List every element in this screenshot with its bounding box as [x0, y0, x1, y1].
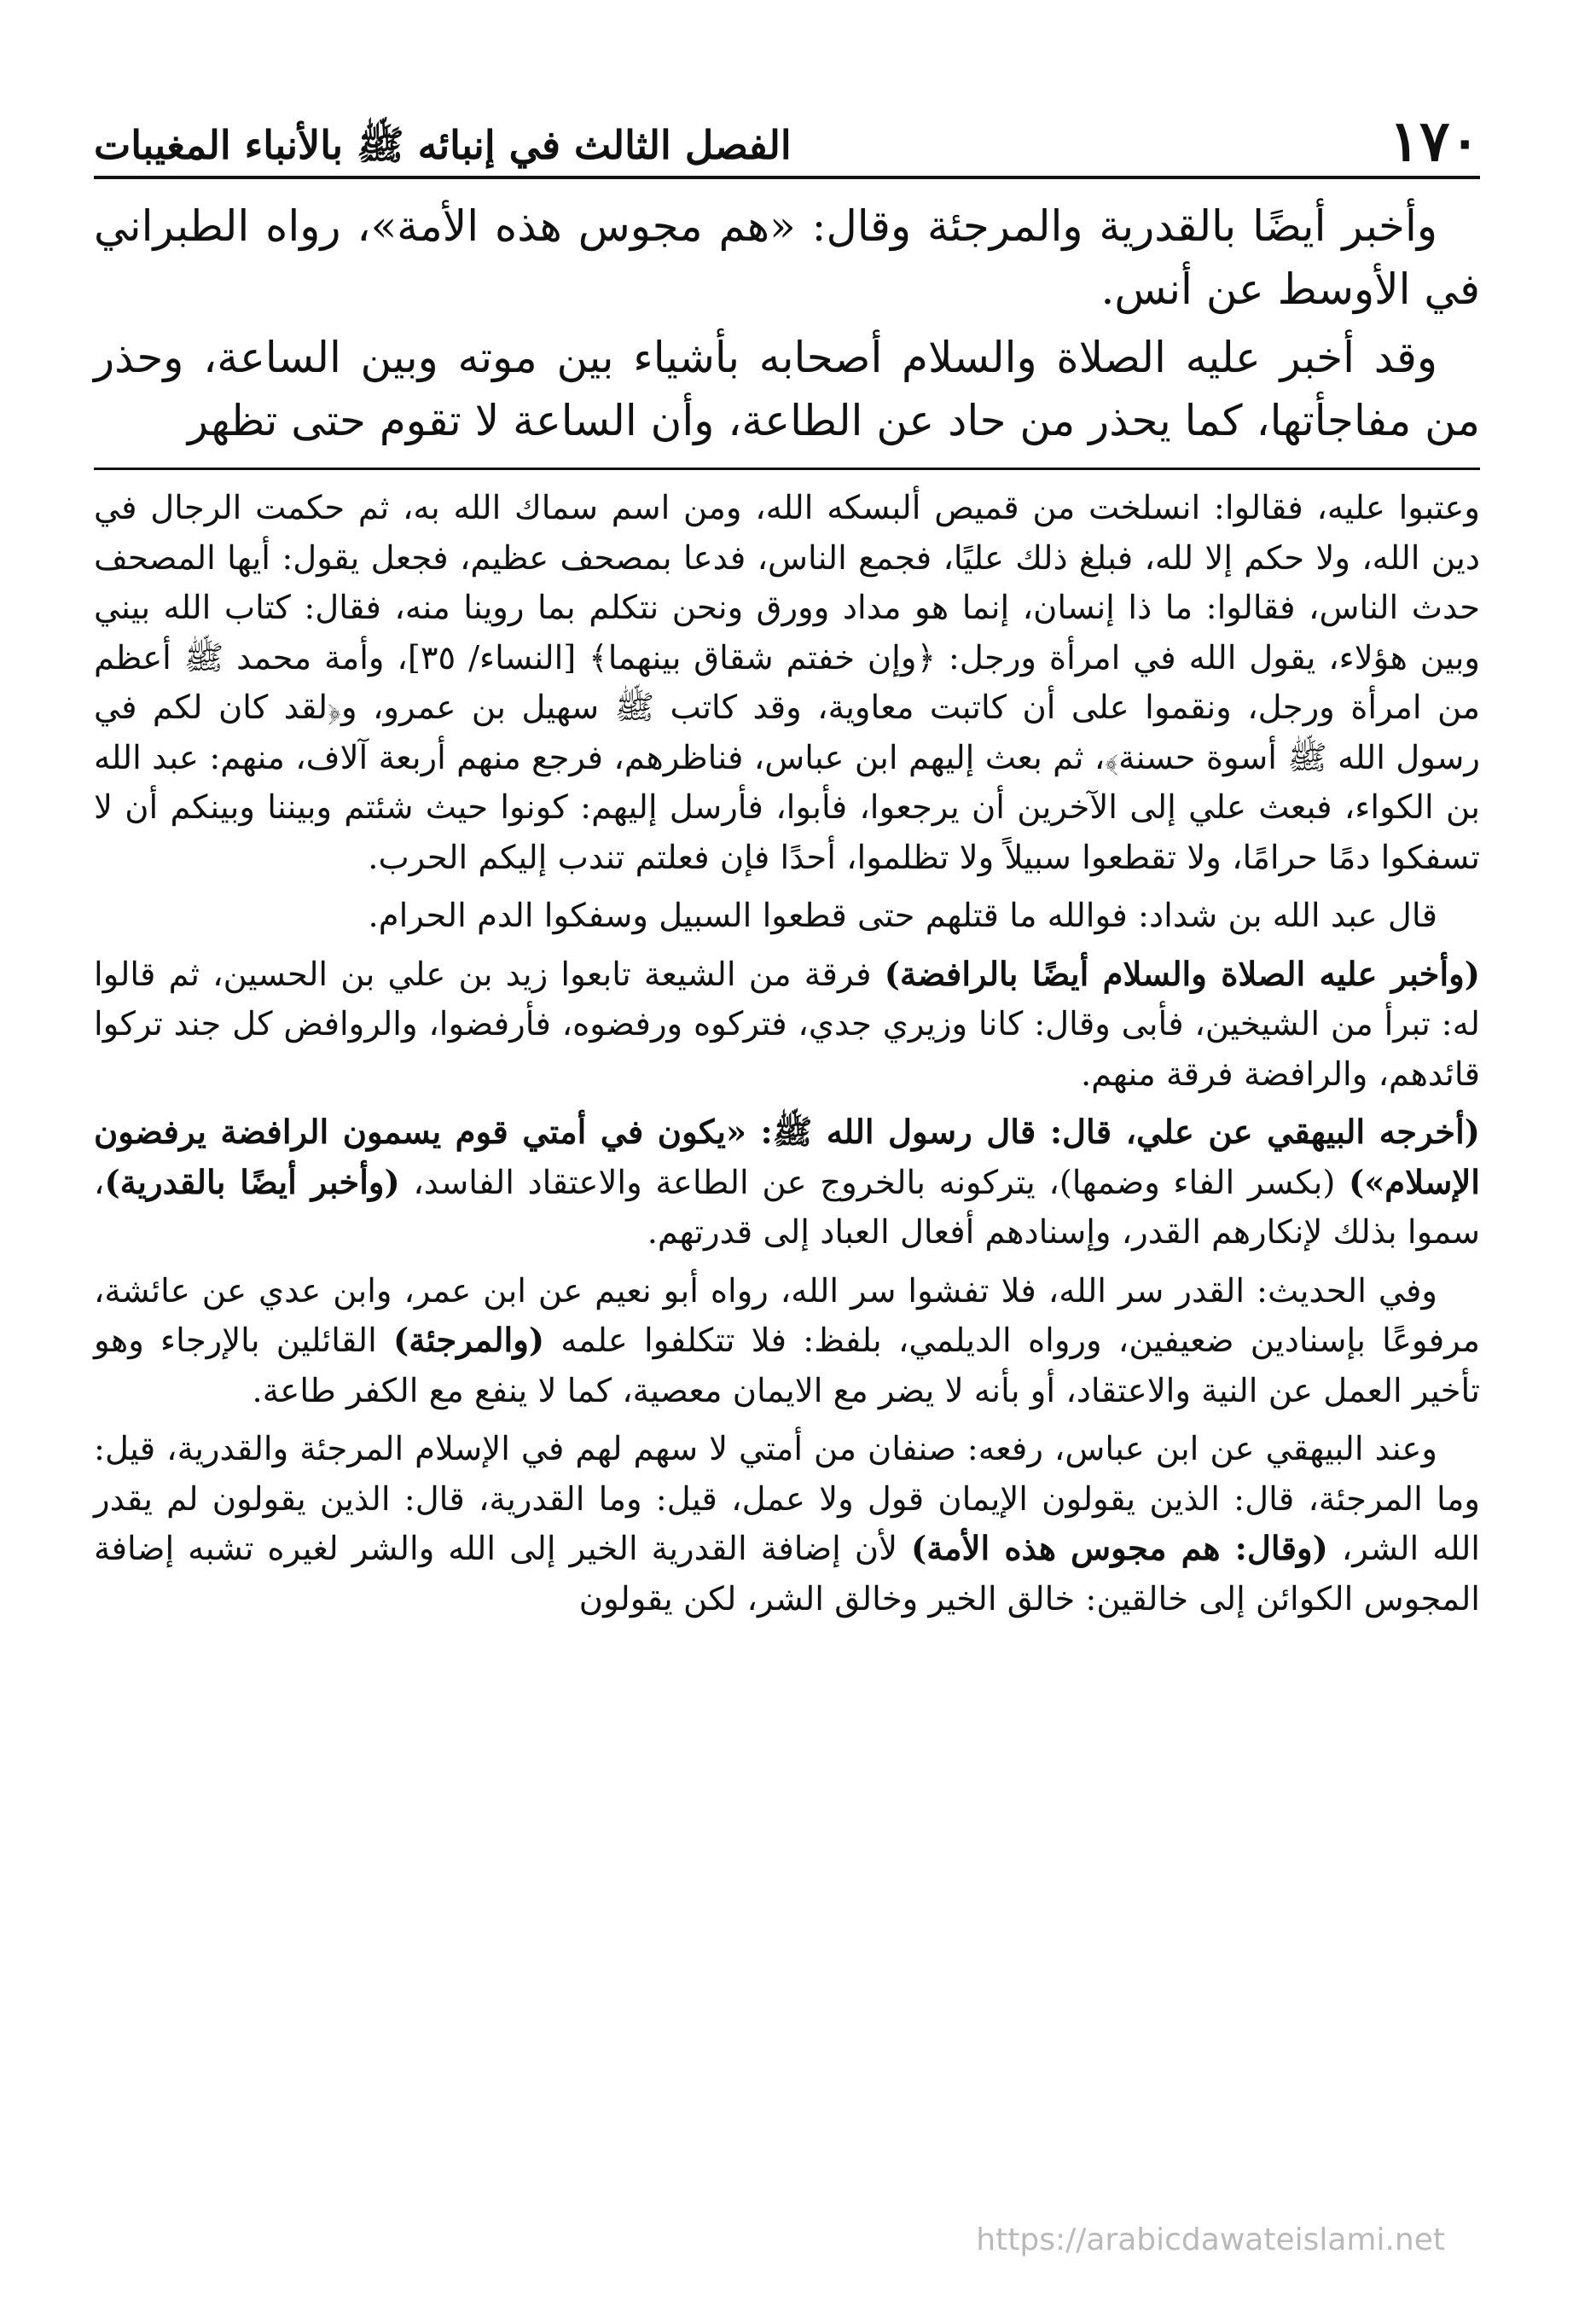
- main-paragraph: وقد أخبر عليه الصلاة والسلام أصحابه بأشياء بين موته وبين الساعة، وحذر من مفاجأتها، كما يحذر من حاد عن الطاعة، وأن الساعة لا تقوم حتى تظهر: [94, 333, 1480, 445]
- commentary-section: [94, 484, 1480, 1624]
- commentary-paragraph: [94, 1425, 1480, 1624]
- commentary-lemma: (وأخبر عليه الصلاة والسلام أيضًا بالرافضة): [884, 955, 1480, 994]
- chapter-title: الفصل الثالث في إنبائه ﷺ بالأنباء المغيبات: [94, 121, 792, 168]
- commentary-paragraph: وعتبوا عليه، فقالوا: انسلخت من قميص ألبسكه الله، ومن اسم سماك الله به، ثم حكمت الرجال في دين الله، ولا حكم إلا لله، فبلغ ذلك عليًا، فجمع الناس، فدعا بمصحف عظيم، فجعل يقول: أيها المصحف حدث الناس، فقالوا: ما ذا إنسان، إنما هو مداد وورق ونحن نتكلم بما روينا منه، فقال: كتاب الله بيني وبين هؤلاء، يقول الله في امرأة ورجل: ﴿وإن خفتم شقاق بينهما﴾ [النساء/ ٣٥]، وأمة محمد ﷺ أعظم من امرأة ورجل، ونقموا على أن كاتبت معاوية، وقد كاتب ﷺ سهيل بن عمرو، و﴿لقد كان لكم في رسول الله ﷺ أسوة حسنة﴾، ثم بعث إليهم ابن عباس، فناظرهم، فرجع منهم أربعة آلاف، منهم: عبد الله بن الكواء، فبعث علي إلى الآخرين أن يرجعوا، فأبوا، فأرسل إليهم: كونوا حيث شئتم وبيننا وبينكم أن لا تسفكوا دمًا حرامًا، ولا تقطعوا سبيلاً ولا تظلموا، أحدًا فإن فعلتم تندب إليكم الحرب.: [94, 489, 1480, 877]
- page-number: ١٧٠: [1389, 107, 1480, 174]
- commentary-text: وفي الحديث: القدر سر الله، فلا تفشوا سر الله، رواه أبو نعيم عن ابن عمر، وابن عدي عن عائشة، مرفوعًا بإسنادين ضعيفين، ورواه الديلمي، بلفظ: فلا تتكلفوا علمه: [94, 1271, 1480, 1361]
- commentary-paragraph: [94, 1108, 1480, 1258]
- commentary-lemma: (والمرجئة): [393, 1322, 545, 1361]
- footnote-separator: [94, 468, 1480, 470]
- commentary-paragraph: [94, 950, 1480, 1101]
- commentary-text: ، سموا بذلك لإنكارهم القدر، وإسنادهم أفعال العباد إلى قدرتهم.: [94, 1163, 1480, 1252]
- commentary-lemma: (وقال: هم مجوس هذه الأمة): [911, 1530, 1328, 1569]
- commentary-text: القائلين بالإرجاء وهو تأخير العمل عن النية والاعتقاد، أو بأنه لا يضر مع الايمان معصية، كما لا ينفع مع الكفر طاعة.: [94, 1322, 1480, 1410]
- commentary-text: (بكسر الفاء وضمها)، يتركونه بالخروج عن الطاعة والاعتقاد الفاسد،: [399, 1163, 1349, 1202]
- commentary-text: وعند البيهقي عن ابن عباس، رفعه: صنفان من أمتي لا سهم لهم في الإسلام المرجئة والقدرية، قيل: وما المرجئة، قال: الذين يقولون الإيمان قول ولا عمل، قيل: وما القدرية، قال: الذين يقولون لم يقدر الله الشر،: [94, 1430, 1481, 1569]
- commentary-lemma: (وأخبر أيضًا بالقدرية): [104, 1163, 400, 1202]
- main-paragraph: وأخبر أيضًا بالقدرية والمرجئة وقال: «هم مجوس هذه الأمة»، رواه الطبراني في الأوسط عن أنس.: [94, 201, 1480, 314]
- main-text: [94, 195, 1480, 452]
- commentary-paragraph: [94, 1267, 1480, 1417]
- commentary-lemma: (أخرجه البيهقي عن علي، قال: قال رسول الله ﷺ: «يكون في أمتي قوم يسمون الرافضة يرفضون الإسلام»): [94, 1113, 1480, 1202]
- running-header: [94, 85, 1480, 179]
- source-watermark: https://arabicdawateislami.net: [976, 2222, 1445, 2257]
- commentary-text: لأن إضافة القدرية الخير إلى الله والشر لغيره تشبه إضافة المجوس الكوائن إلى خالقين: خالق الخير وخالق الشر، لكن يقولون: [94, 1530, 1480, 1618]
- book-page: [94, 85, 1480, 2269]
- commentary-paragraph: قال عبد الله بن شداد: فوالله ما قتلهم حتى قطعوا السبيل وسفكوا الدم الحرام.: [368, 897, 1437, 936]
- commentary-text: فرقة من الشيعة تابعوا زيد بن علي بن الحسين، ثم قالوا له: تبرأ من الشيخين، فأبى وقال: كانا وزيري جدي، فتركوه ورفضوه، فأرفضوا، والروافض كل جند تركوا قائدهم، والرافضة فرقة منهم.: [94, 955, 1480, 1094]
